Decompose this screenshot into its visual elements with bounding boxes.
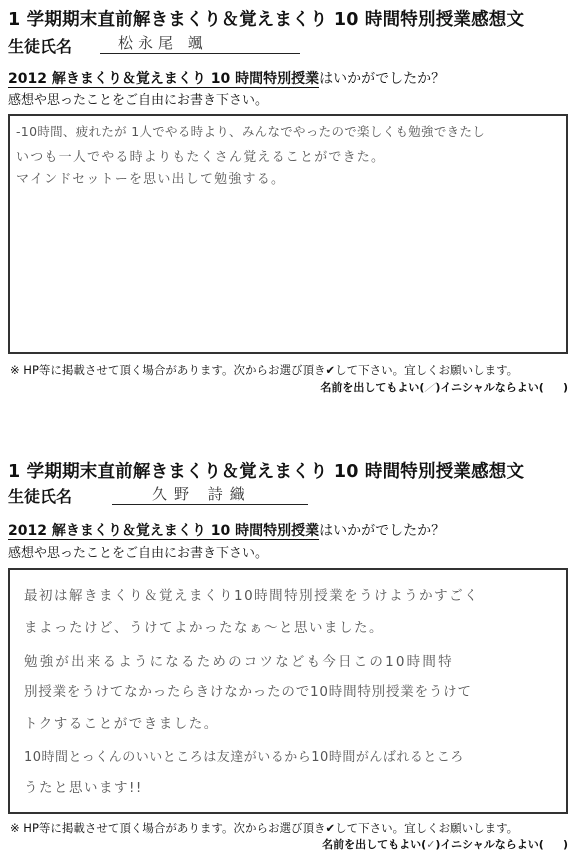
handwritten-line: 10時間とっくんのいいところは友達がいるから10時間がんばれるところ xyxy=(24,750,464,765)
handwritten-line: いつも一人でやる時よりもたくさん覚えることができた。 xyxy=(16,150,386,165)
answer-box xyxy=(8,568,568,814)
name-underline xyxy=(100,53,300,54)
handwritten-line: トクすることができました。 xyxy=(24,716,219,732)
handwritten-line: 別授業をうけてなかったらきけなかったので10時間特別授業をうけて xyxy=(24,684,472,700)
question-line xyxy=(8,520,445,540)
student-name-label: 生徒氏名 xyxy=(8,37,73,56)
question-line xyxy=(8,68,445,88)
option-end: ) xyxy=(562,838,568,851)
option-initial-label: )イニシャルならよい( xyxy=(435,381,544,394)
option-end: ) xyxy=(562,381,568,394)
student-name-value: 久野 詩織 xyxy=(152,485,252,503)
instruction-text: 感想や思ったことをご自由にお書き下さい。 xyxy=(8,546,269,561)
permission-options xyxy=(322,836,568,852)
option-name-label: 名前を出してもよい( xyxy=(322,838,427,851)
handwritten-line: マインドセットーを思い出して勉強する。 xyxy=(16,172,286,187)
publication-note: ※ HP等に掲載させて頂く場合があります。次からお選び頂き✔して下さい。宜しくお願いします。 xyxy=(10,363,519,377)
student-name-label: 生徒氏名 xyxy=(8,487,73,506)
option-initial-label: )イニシャルならよい( xyxy=(435,838,544,851)
instruction-text: 感想や思ったことをご自由にお書き下さい。 xyxy=(8,93,269,108)
option-name-checkbox[interactable]: ✓ xyxy=(426,838,436,851)
option-initial-checkbox[interactable] xyxy=(544,838,563,851)
event-name: 2012 解きまくり＆覚えまくり 10 時間特別授業 xyxy=(8,71,320,87)
option-name-checkbox[interactable]: ／ xyxy=(424,381,436,394)
form-title: 1 学期期末直前解きまくり＆覚えまくり 10 時間特別授業感想文 xyxy=(8,10,525,30)
student-name-value: 松永尾 颯 xyxy=(118,34,208,52)
name-underline xyxy=(112,504,308,505)
feedback-form-2 xyxy=(0,424,580,852)
handwritten-line: まよったけど、うけてよかったなぁ〜と思いました。 xyxy=(24,620,384,636)
handwritten-line: うたと思います!! xyxy=(24,780,143,796)
option-initial-checkbox[interactable] xyxy=(544,381,563,394)
question-suffix: はいかがでしたか？ xyxy=(319,523,446,539)
publication-note: ※ HP等に掲載させて頂く場合があります。次からお選び頂き✔して下さい。宜しくお願いします。 xyxy=(10,821,519,835)
feedback-form-1 xyxy=(0,0,580,420)
handwritten-line: 最初は解きまくり＆覚えまくり10時間特別授業をうけようかすごく xyxy=(24,588,480,604)
handwritten-line: 勉強が出来るようになるためのコツなども今日この10時間特 xyxy=(24,654,454,670)
handwritten-line: -10時間、疲れたが 1人でやる時より、みんなでやったので楽しくも勉強できたし xyxy=(16,124,486,139)
question-suffix: はいかがでしたか？ xyxy=(319,71,446,87)
permission-options xyxy=(320,379,568,395)
option-name-label: 名前を出してもよい( xyxy=(320,381,425,394)
form-title: 1 学期期末直前解きまくり＆覚えまくり 10 時間特別授業感想文 xyxy=(8,462,525,482)
answer-box xyxy=(8,114,568,354)
event-name: 2012 解きまくり＆覚えまくり 10 時間特別授業 xyxy=(8,523,320,539)
